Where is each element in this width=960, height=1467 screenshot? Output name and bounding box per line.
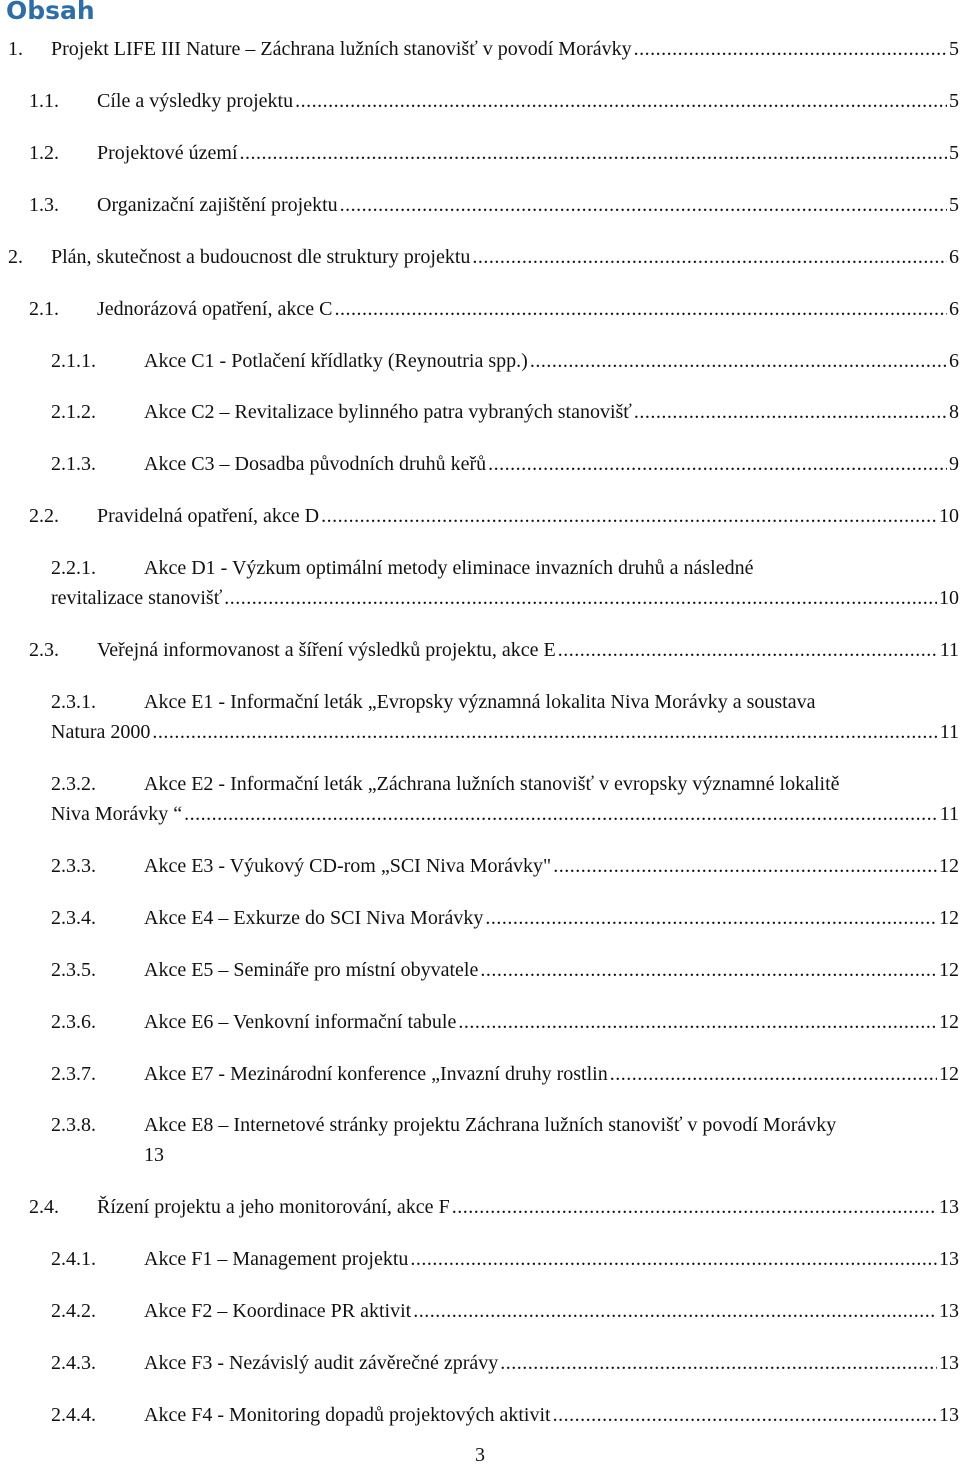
toc-entry[interactable]: [51, 347, 960, 375]
toc-entry[interactable]: [51, 450, 960, 478]
toc-entry[interactable]: [51, 1349, 960, 1377]
toc-entry-title: Akce E5 – Semináře pro místní obyvatele: [144, 959, 479, 981]
toc-leader-dots: [240, 139, 947, 167]
toc-entry-title: Akce E8 – Internetové stránky projektu Záchrana lužních stanovišť v povodí Morávky: [144, 1114, 837, 1136]
toc-entry-number: 2.4.: [29, 1196, 59, 1218]
toc-entry-number: 2.3.1.: [51, 691, 96, 713]
toc-heading: Obsah: [6, 0, 95, 25]
toc-entry-number: 2.1.2.: [51, 401, 96, 423]
toc-entry-page: 6: [949, 350, 959, 372]
toc-entry-title: Akce E2 - Informační leták „Záchrana lužních stanovišť v evropsky významné lokalitě: [144, 773, 840, 795]
toc-leader-dots: [295, 87, 947, 115]
toc-entry-page: 13: [939, 1404, 959, 1426]
toc-leader-dots: [634, 398, 947, 426]
toc-entry-number: 1.: [8, 38, 23, 60]
toc-leader-dots: [485, 904, 937, 932]
toc-entry-number: 2.1.1.: [51, 350, 96, 372]
toc-entry-number: 2.3.6.: [51, 1011, 96, 1033]
toc-entry-title-cont: Natura 2000: [51, 721, 151, 743]
toc-leader-dots: [610, 1060, 937, 1088]
toc-entry-title: Projekt LIFE III Nature – Záchrana lužních stanovišť v povodí Morávky: [51, 38, 632, 60]
toc-entry-title: Akce D1 - Výzkum optimální metody eliminace invazních druhů a následné: [144, 557, 754, 579]
toc-entry-title: Akce F2 – Koordinace PR aktivit: [144, 1300, 412, 1322]
toc-leader-dots: [530, 347, 947, 375]
toc-entry-number: 1.2.: [29, 142, 59, 164]
toc-entry-page: 10: [939, 587, 959, 609]
toc-entry-number: 2.4.1.: [51, 1248, 96, 1270]
toc-entry-page: 13: [144, 1144, 164, 1166]
toc-entry-title: Plán, skutečnost a budoucnost dle struktury projektu: [51, 246, 471, 268]
toc-entry-page: 5: [949, 38, 959, 60]
toc-entry[interactable]: [51, 956, 960, 984]
toc-entry-number: 2.3.: [29, 639, 59, 661]
toc-entry-title: Veřejná informovanost a šíření výsledků projektu, akce E: [97, 639, 556, 661]
toc-entry-title: Akce C3 – Dosadba původních druhů keřů: [144, 453, 487, 475]
toc-entry[interactable]: [8, 243, 960, 271]
toc-entry[interactable]: [51, 1297, 960, 1325]
toc-entry-number: 1.3.: [29, 194, 59, 216]
toc-leader-dots: [452, 1193, 937, 1221]
toc-entry-page: 10: [939, 505, 959, 527]
toc-entry[interactable]: [51, 1060, 960, 1088]
toc-entry-number: 2.3.3.: [51, 855, 96, 877]
toc-entry[interactable]: [29, 1193, 960, 1221]
toc-entry-number: 1.1.: [29, 90, 59, 112]
toc-entry[interactable]: [51, 1111, 960, 1139]
toc-entry-title-cont: Niva Morávky “: [51, 803, 183, 825]
toc-entry[interactable]: [51, 1008, 960, 1036]
toc-entry-title: Řízení projektu a jeho monitorování, akce F: [97, 1196, 450, 1218]
toc-entry[interactable]: [29, 502, 960, 530]
page-number: 3: [475, 1444, 485, 1466]
toc-entry-number: 2.3.2.: [51, 773, 96, 795]
toc-entry[interactable]: [29, 295, 960, 323]
toc-leader-dots: [500, 1349, 937, 1377]
toc-entry-page: 12: [939, 855, 959, 877]
toc-leader-dots: [184, 800, 938, 828]
toc-entry-page: 6: [949, 246, 959, 268]
toc-entry[interactable]: [8, 35, 960, 63]
toc-entry-continuation[interactable]: [51, 584, 960, 612]
toc-entry-number: 2.1.3.: [51, 453, 96, 475]
toc-entry-title: Organizační zajištění projektu: [97, 194, 338, 216]
toc-entry-title: Akce C2 – Revitalizace bylinného patra vybraných stanovišť: [144, 401, 632, 423]
toc-entry-number: 2.1.: [29, 298, 59, 320]
toc-entry-number: 2.4.4.: [51, 1404, 96, 1426]
toc-entry-page: 13: [939, 1248, 959, 1270]
toc-entry-page: 11: [939, 721, 959, 743]
toc-entry[interactable]: [29, 191, 960, 219]
toc-leader-dots: [321, 502, 937, 530]
toc-entry-title: Akce F1 – Management projektu: [144, 1248, 409, 1270]
toc-entry-number: 2.2.: [29, 505, 59, 527]
toc-entry-title: Akce E4 – Exkurze do SCI Niva Morávky: [144, 907, 484, 929]
toc-leader-dots: [410, 1245, 937, 1273]
toc-entry-title: Akce F4 - Monitoring dopadů projektových aktivit: [144, 1404, 551, 1426]
toc-entry-page: 12: [939, 1063, 959, 1085]
toc-leader-dots: [553, 1401, 937, 1429]
toc-entry[interactable]: [51, 770, 960, 798]
toc-entry-title: Akce E3 - Výukový CD-rom „SCI Niva Morávky": [144, 855, 552, 877]
toc-entry-title: Jednorázová opatření, akce C: [97, 298, 333, 320]
toc-leader-dots: [558, 636, 938, 664]
toc-leader-dots: [634, 35, 947, 63]
toc-entry-title: Akce C1 - Potlačení křídlatky (Reynoutria spp.): [144, 350, 528, 372]
toc-entry-continuation[interactable]: [144, 1141, 960, 1169]
toc-entry-page: 11: [939, 803, 959, 825]
toc-entry-number: 2.3.7.: [51, 1063, 96, 1085]
toc-entry-number: 2.3.5.: [51, 959, 96, 981]
toc-entry-page: 13: [939, 1196, 959, 1218]
toc-entry-page: 6: [949, 298, 959, 320]
toc-entry-page: 12: [939, 1011, 959, 1033]
toc-leader-dots: [553, 852, 937, 880]
toc-entry-number: 2.3.4.: [51, 907, 96, 929]
toc-leader-dots: [480, 956, 937, 984]
toc-entry-page: 12: [939, 907, 959, 929]
toc-leader-dots: [458, 1008, 937, 1036]
toc-entry[interactable]: [51, 688, 960, 716]
toc-leader-dots: [488, 450, 947, 478]
toc-leader-dots: [340, 191, 947, 219]
toc-entry-page: 8: [949, 401, 959, 423]
toc-leader-dots: [224, 584, 937, 612]
toc-entry-title: Cíle a výsledky projektu: [97, 90, 294, 112]
toc-entry-continuation[interactable]: [51, 718, 960, 746]
toc-entry-page: 5: [949, 142, 959, 164]
toc-entry[interactable]: [51, 852, 960, 880]
toc-entry-title: Akce E6 – Venkovní informační tabule: [144, 1011, 457, 1033]
toc-entry[interactable]: [51, 1401, 960, 1429]
toc-entry-continuation[interactable]: [51, 800, 960, 828]
toc-entry[interactable]: [51, 904, 960, 932]
toc-leader-dots: [334, 295, 947, 323]
toc-entry-title: Akce F3 - Nezávislý audit závěrečné zprávy: [144, 1352, 499, 1374]
toc-entry-number: 2.4.3.: [51, 1352, 96, 1374]
toc-entry-page: 13: [939, 1300, 959, 1322]
toc-entry-number: 2.2.1.: [51, 557, 96, 579]
toc-entry-number: 2.3.8.: [51, 1114, 96, 1136]
toc-entry[interactable]: [51, 1245, 960, 1273]
toc-entry[interactable]: [51, 554, 960, 582]
toc-entry-page: 5: [949, 194, 959, 216]
toc-entry[interactable]: [29, 636, 960, 664]
toc-entry-title: Akce E1 - Informační leták „Evropsky významná lokalita Niva Morávky a soustava: [144, 691, 816, 713]
toc-entry-page: 11: [939, 639, 959, 661]
toc-entry-page: 9: [949, 453, 959, 475]
toc-entry-number: 2.: [8, 246, 23, 268]
toc-entry-page: 13: [939, 1352, 959, 1374]
toc-entry[interactable]: [29, 87, 960, 115]
toc-entry[interactable]: [29, 139, 960, 167]
toc-entry-title: Akce E7 - Mezinárodní konference „Invazní druhy rostlin: [144, 1063, 608, 1085]
toc-entry-title: Pravidelná opatření, akce D: [97, 505, 320, 527]
toc-leader-dots: [472, 243, 947, 271]
toc-entry-title-cont: revitalizace stanovišť: [51, 587, 223, 609]
toc-entry[interactable]: [51, 398, 960, 426]
toc-entry-page: 12: [939, 959, 959, 981]
toc-entry-page: 5: [949, 90, 959, 112]
toc-leader-dots: [413, 1297, 937, 1325]
toc-entry-number: 2.4.2.: [51, 1300, 96, 1322]
toc-leader-dots: [152, 718, 937, 746]
toc-entry-title: Projektové území: [97, 142, 238, 164]
